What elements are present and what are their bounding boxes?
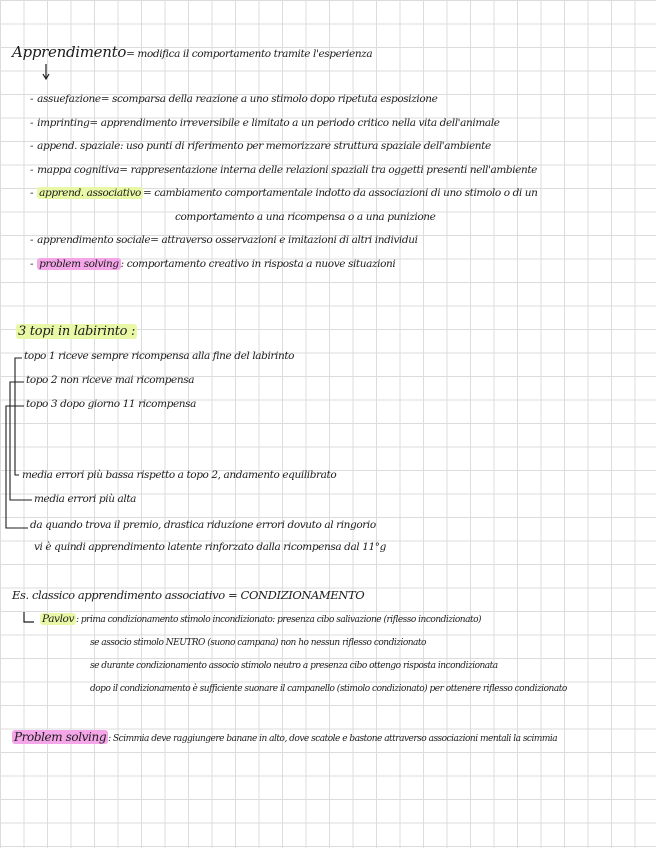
mice-result: da quando trova il premio, drastica riduzione errori dovuto al ringorio <box>30 519 376 531</box>
type-item: - apprend. associativo = cambiamento comportamentale indotto da associazioni di uno stimolo o di un <box>30 187 538 199</box>
type-term: mappa cognitiva <box>37 164 120 176</box>
mice-title-text: 3 topi in labirinto : <box>18 324 136 339</box>
mice-result: media errori più alta <box>34 493 137 505</box>
header-definition: = modifica il comportamento tramite l'esperienza <box>126 48 373 60</box>
type-term: append. spaziale <box>37 140 120 152</box>
type-term-highlighted: problem solving <box>39 258 119 270</box>
type-term-highlighted: apprend. associativo <box>39 187 141 199</box>
type-text: = apprendimento irreversibile e limitato a un periodo critico nella vita dell'animale <box>89 117 500 129</box>
type-item: - imprinting= apprendimento irreversibile e limitato a un periodo critico nella vita dell'animale <box>30 117 500 129</box>
type-item: - problem solving : comportamento creativo in risposta a nuove situazioni <box>30 258 396 270</box>
type-item: - mappa cognitiva= rappresentazione interna delle relazioni spaziali tra oggetti presenti nell'ambiente <box>30 164 537 176</box>
type-text: = rappresentazione interna delle relazioni spaziali tra oggetti presenti nell'ambiente <box>119 164 537 176</box>
pavlov-label: Pavlov <box>42 613 74 625</box>
example-title: Es. classico apprendimento associativo = CONDIZIONAMENTO <box>12 588 365 602</box>
type-text: = cambiamento comportamentale indotto da associazioni di uno stimolo o di un <box>142 187 538 199</box>
type-text: : comportamento creativo in risposta a nuove situazioni <box>120 258 396 270</box>
type-term: imprinting <box>37 117 90 129</box>
header-line <box>12 43 372 61</box>
type-text: = attraverso osservazioni e imitazioni di altri individui <box>150 234 418 246</box>
mice-item: topo 1 riceve sempre ricompensa alla fine del labirinto <box>24 350 295 362</box>
type-text: = scomparsa della reazione a uno stimolo dopo ripetuta esposizione <box>100 93 438 105</box>
pavlov-line <box>40 613 481 625</box>
type-item-continuation: comportamento a una ricompensa o a una punizione <box>175 211 436 223</box>
pavlov-line: dopo il condizionamento è sufficiente suonare il campanello (stimolo condizionato) per ottenere riflesso condizionato <box>90 684 567 694</box>
pavlov-line: se durante condizionamento associo stimolo neutro a presenza cibo ottengo risposta incondizionata <box>90 661 498 671</box>
header-term: Apprendimento <box>12 43 127 61</box>
pavlov-text: : prima condizionamento stimolo incondizionato: presenza cibo salivazione (riflesso incondizionato) <box>76 615 481 625</box>
mice-title <box>16 324 137 339</box>
type-text: : uso punti di riferimento per memorizzare struttura spaziale dell'ambiente <box>119 140 491 152</box>
type-item: - append. spaziale: uso punti di riferimento per memorizzare struttura spaziale dell'ambiente <box>30 140 491 152</box>
type-item: - assuefazione= scomparsa della reazione a uno stimolo dopo ripetuta esposizione <box>30 93 438 105</box>
pavlov-line: se associo stimolo NEUTRO (suono campana) non ho nessun riflesso condizionato <box>90 638 426 648</box>
mice-item: topo 2 non riceve mai ricompensa <box>26 374 195 386</box>
problem-solving-label: Problem solving <box>14 730 107 744</box>
problem-solving-text: : Scimmia deve raggiungere banane in alto, dove scatole e bastone attraverso associazioni mentali la scimmia <box>108 734 558 744</box>
type-term: assuefazione <box>37 93 101 105</box>
mice-result: media errori più bassa rispetto a topo 2, andamento equilibrato <box>22 469 337 481</box>
type-term: apprendimento sociale <box>37 234 151 246</box>
type-item: - apprendimento sociale= attraverso osservazioni e imitazioni di altri individui <box>30 234 418 246</box>
mice-item: topo 3 dopo giorno 11 ricompensa <box>26 398 196 410</box>
problem-solving-line <box>12 730 557 744</box>
mice-result: vi è quindi apprendimento latente rinforzato dalla ricompensa dal 11°g <box>34 541 386 553</box>
